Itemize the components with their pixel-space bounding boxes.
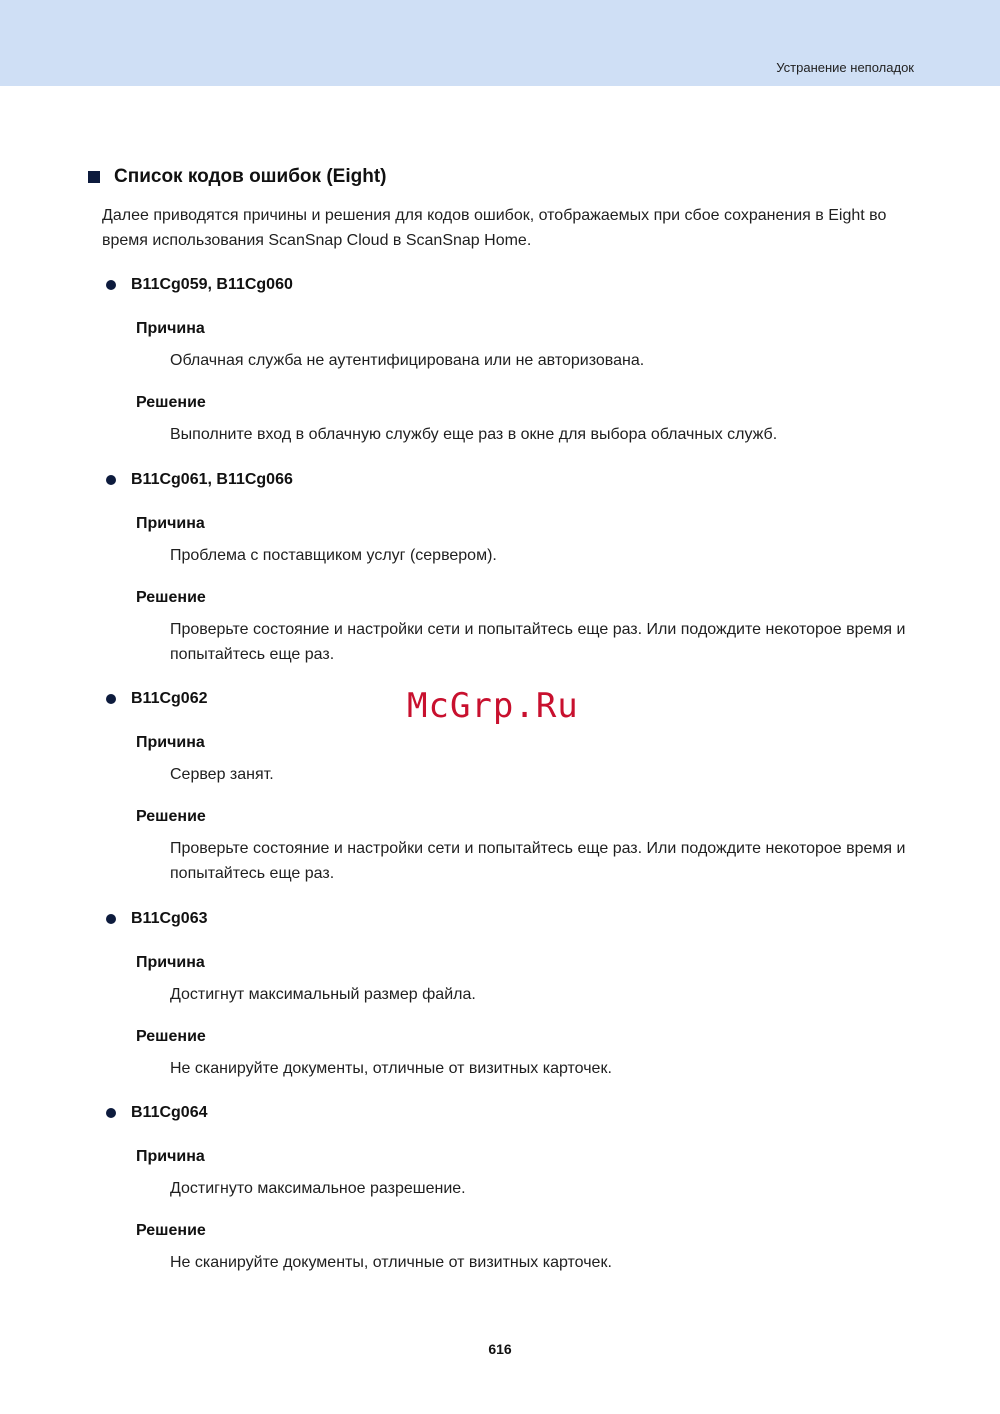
cause-text: Достигнуто максимальное разрешение.: [170, 1180, 466, 1197]
error-code: B11Cg061, B11Cg066: [131, 471, 293, 488]
solution-text: Выполните вход в облачную службу еще раз в окне для выбора облачных служб.: [170, 426, 778, 443]
solution-text: Проверьте состояние и настройки сети и попытайтесь еще раз. Или подождите некоторое время и попытайтесь еще раз.: [170, 621, 906, 663]
cause-label: Причина: [136, 1148, 205, 1165]
cause-text: Сервер занят.: [170, 766, 274, 783]
solution-label: Решение: [136, 808, 206, 825]
cause-label: Причина: [136, 954, 205, 971]
error-code: B11Cg059, B11Cg060: [131, 276, 293, 293]
solution-text: Не сканируйте документы, отличные от визитных карточек.: [170, 1254, 612, 1271]
bullet-icon: [106, 1108, 116, 1118]
bullet-icon: [106, 914, 116, 924]
header-band: [0, 0, 1000, 86]
cause-text: Облачная служба не аутентифицирована или не авторизована.: [170, 352, 645, 369]
cause-label: Причина: [136, 515, 205, 532]
cause-text: Достигнут максимальный размер файла.: [170, 986, 476, 1003]
error-code-row: [106, 910, 208, 928]
solution-text: Не сканируйте документы, отличные от визитных карточек.: [170, 1060, 612, 1077]
section-title: Список кодов ошибок (Eight): [114, 166, 387, 187]
bullet-icon: [106, 694, 116, 704]
error-code-row: [106, 1104, 208, 1122]
error-code: B11Cg063: [131, 910, 208, 927]
bullet-icon: [106, 280, 116, 290]
cause-text: Проблема с поставщиком услуг (сервером).: [170, 547, 497, 564]
section-heading: [88, 166, 386, 188]
solution-label: Решение: [136, 1222, 206, 1239]
square-bullet-icon: [88, 171, 100, 183]
intro-paragraph: Далее приводятся причины и решения для кодов ошибок, отображаемых при сбое сохранения в Eight во время использования ScanSnap Cloud в ScanSnap Home.: [102, 207, 887, 249]
cause-label: Причина: [136, 320, 205, 337]
solution-label: Решение: [136, 394, 206, 411]
bullet-icon: [106, 475, 116, 485]
error-code-row: [106, 471, 293, 489]
error-code-row: [106, 690, 208, 708]
error-code: B11Cg064: [131, 1104, 208, 1121]
watermark: McGrp.Ru: [407, 686, 579, 726]
error-code-row: [106, 276, 293, 294]
solution-label: Решение: [136, 589, 206, 606]
header-title: Устранение неполадок: [776, 60, 914, 75]
error-code: B11Cg062: [131, 690, 208, 707]
cause-label: Причина: [136, 734, 205, 751]
solution-label: Решение: [136, 1028, 206, 1045]
page-number: 616: [488, 1341, 512, 1357]
solution-text: Проверьте состояние и настройки сети и попытайтесь еще раз. Или подождите некоторое время и попытайтесь еще раз.: [170, 840, 906, 882]
